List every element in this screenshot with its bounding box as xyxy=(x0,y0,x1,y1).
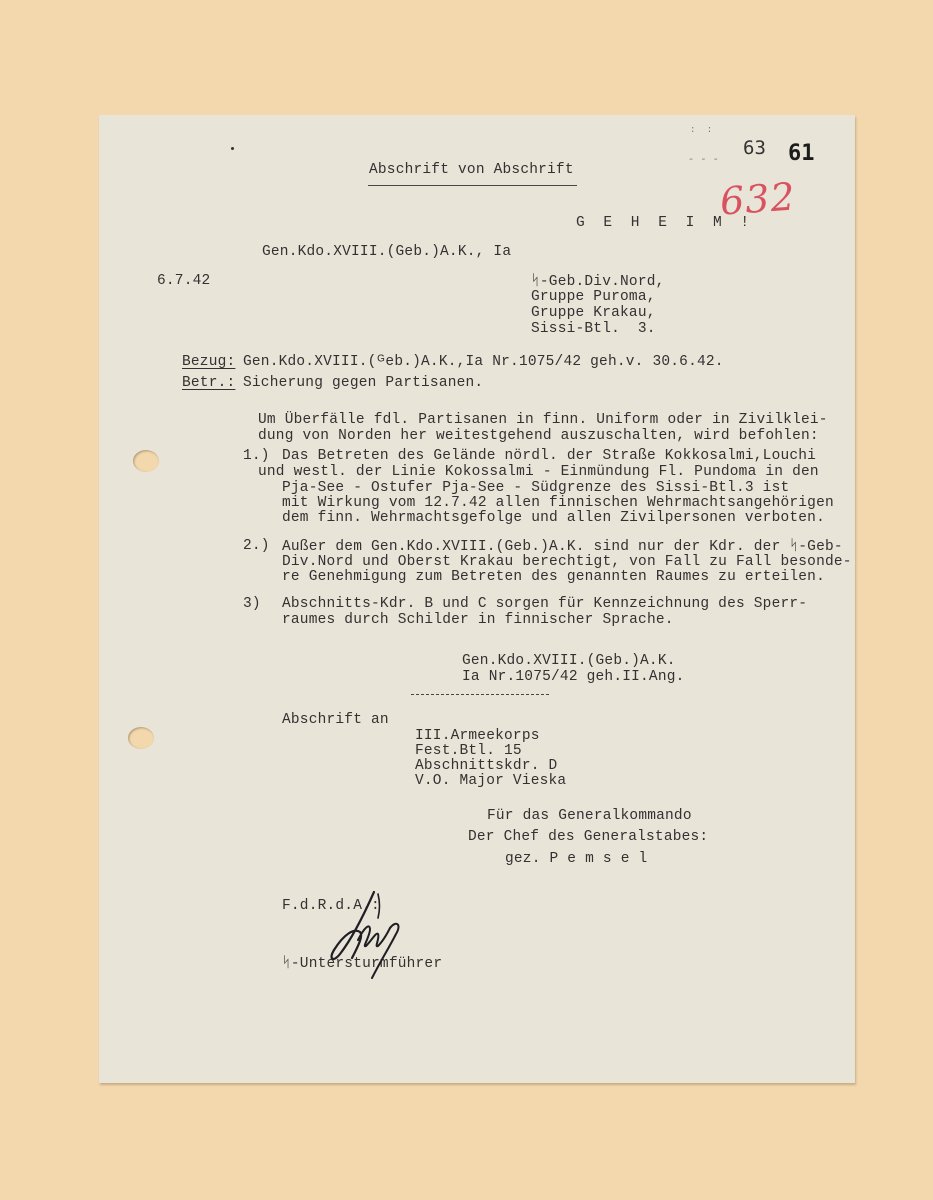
distribution-entry-1: III.Armeekorps xyxy=(415,728,540,744)
stray-dashes: - - - xyxy=(688,155,720,166)
closing-line-3: gez. P e m s e l xyxy=(505,851,648,867)
handwritten-signature xyxy=(314,888,414,983)
title-underline xyxy=(368,185,577,186)
punch-hole-bottom xyxy=(128,727,154,749)
betr-text: Sicherung gegen Partisanen. xyxy=(243,375,484,391)
distribution-entry-2: Fest.Btl. 15 xyxy=(415,743,522,759)
item-2-line-2: Div.Nord und Oberst Krakau berechtigt, von Fall zu Fall besonde- xyxy=(282,554,852,570)
intro-line-2: dung von Norden her weitestgehend auszuschalten, wird befohlen: xyxy=(258,428,819,444)
distribution-label: Abschrift an xyxy=(282,712,389,728)
handwritten-archive-number: 632 xyxy=(718,174,797,224)
document-date: 6.7.42 xyxy=(157,273,211,289)
item-1-line-5: dem finn. Wehrmachtsgefolge und allen Zivilpersonen verboten. xyxy=(282,510,825,526)
distribution-entry-4: V.O. Major Vieska xyxy=(415,773,567,789)
item-1-line-1: Das Betreten des Gelände nördl. der Straße Kokkosalmi,Louchi xyxy=(282,448,817,464)
classification-mark: G E H E I M ! xyxy=(576,215,755,231)
punch-hole-top xyxy=(133,450,159,472)
distribution-entry-3: Abschnittskdr. D xyxy=(415,758,558,774)
recipient-3: Gruppe Krakau, xyxy=(531,305,656,321)
item-1-line-2: und westl. der Linie Kokossalmi - Einmündung Fl. Pundoma in den xyxy=(258,464,819,480)
betr-label: Betr.: xyxy=(182,375,236,391)
item-3-line-1: Abschnitts-Kdr. B und C sorgen für Kennzeichnung des Sperr- xyxy=(282,596,808,612)
separator-rule xyxy=(411,694,549,695)
bezug-label: Bezug: xyxy=(182,354,236,370)
item-3-number: 3) xyxy=(243,596,261,612)
certification-fdrda: F.d.R.d.A.: xyxy=(282,898,380,914)
closing-line-1: Für das Generalkommando xyxy=(487,808,692,824)
item-2-line-3: re Genehmigung zum Betreten des genannten Raumes zu erteilen. xyxy=(282,569,825,585)
footer-ref-line-1: Gen.Kdo.XVIII.(Geb.)A.K. xyxy=(462,653,676,669)
recipient-4: Sissi-Btl. 3. xyxy=(531,321,656,337)
item-1-line-3: Pja-See - Ostufer Pja-See - Südgrenze des Sissi-Btl.3 ist xyxy=(282,480,790,496)
intro-line-1: Um Überfälle fdl. Partisanen in finn. Uniform oder in Zivilklei- xyxy=(258,412,828,428)
item-2-number: 2.) xyxy=(243,538,270,554)
recipient-2: Gruppe Puroma, xyxy=(531,289,656,305)
document-title: Abschrift von Abschrift xyxy=(369,162,574,178)
bezug-text: Gen.Kdo.XVIII.(ᴳeb.)A.K.,Ia Nr.1075/42 geh.v. 30.6.42. xyxy=(243,354,724,370)
ink-dot xyxy=(231,147,234,150)
certification-rank: ᛋ-Untersturmführer xyxy=(282,956,443,972)
item-3-line-2: raumes durch Schilder in finnischer Sprache. xyxy=(282,612,674,628)
footer-ref-line-2: Ia Nr.1075/42 geh.II.Ang. xyxy=(462,669,685,685)
item-1-number: 1.) xyxy=(243,448,270,464)
stray-marks: : : xyxy=(690,125,713,135)
page-number-current: 61 xyxy=(788,141,815,166)
page-number-old: 63 xyxy=(743,137,766,159)
item-1-line-4: mit Wirkung vom 12.7.42 allen finnischen Wehrmachtsangehörigen xyxy=(282,495,834,511)
sender-unit: Gen.Kdo.XVIII.(Geb.)A.K., Ia xyxy=(262,244,512,260)
closing-line-2: Der Chef des Generalstabes: xyxy=(468,829,709,845)
recipient-1: ᛋ-Geb.Div.Nord, xyxy=(531,274,665,290)
item-2-line-1: Außer dem Gen.Kdo.XVIII.(Geb.)A.K. sind nur der Kdr. der ᛋ-Geb- xyxy=(282,539,843,555)
